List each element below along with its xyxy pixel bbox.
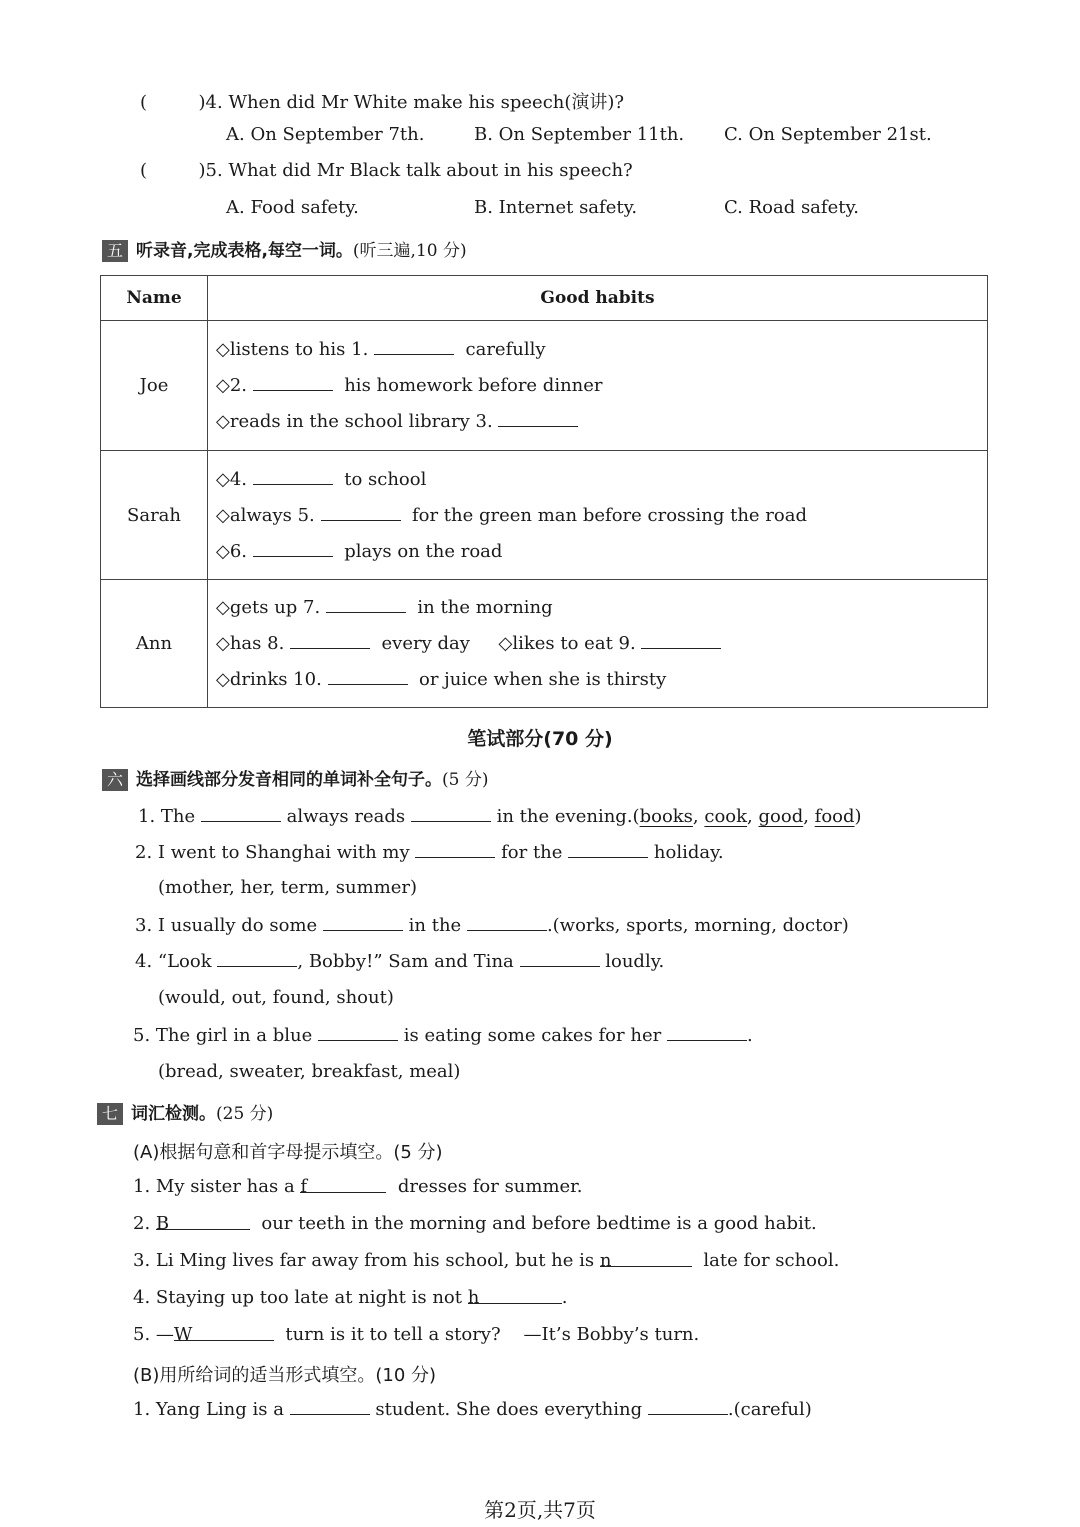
table-row-sarah <box>101 451 988 580</box>
answer-blank[interactable] <box>415 841 495 858</box>
answer-blank-4[interactable] <box>253 468 333 485</box>
s6-q2-words: (mother, her, term, summer) <box>158 877 418 898</box>
vocab-a-item-1: 1. My sister has a f dresses for summer. <box>133 1176 583 1197</box>
page-number-footer: 第2页,共7页 <box>484 1498 596 1522</box>
answer-blank[interactable] <box>323 914 403 931</box>
good-habits-table <box>100 275 988 708</box>
habits-cell <box>208 321 988 451</box>
habit-line: ◇6. plays on the road <box>216 541 503 562</box>
table-row-ann <box>101 580 988 708</box>
header-good-habits: Good habits <box>208 276 988 321</box>
answer-blank[interactable] <box>201 805 281 822</box>
table-row-joe <box>101 321 988 451</box>
q4-option-b: B. On September 11th. <box>474 124 685 145</box>
habit-line: ◇2. his homework before dinner <box>216 375 603 396</box>
table-header-row <box>101 276 988 321</box>
s6-question-1: 1. The always reads in the evening.(books, cook, good, food) <box>138 806 862 827</box>
s6-question-3: 3. I usually do some in the .(works, sports, morning, doctor) <box>135 915 849 936</box>
section-6-badge: 六 <box>102 769 128 791</box>
name-cell: Joe <box>101 321 208 451</box>
q5-option-b: B. Internet safety. <box>474 197 638 218</box>
section-7-badge: 七 <box>97 1103 123 1125</box>
habit-line: ◇listens to his 1. carefully <box>216 339 546 360</box>
header-name: Name <box>101 276 208 321</box>
section-5-header: 五 听录音,完成表格,每空一词。(听三遍,10 分) <box>102 236 467 262</box>
answer-blank[interactable]: h <box>468 1287 562 1304</box>
habit-line: ◇reads in the school library 3. <box>216 404 987 440</box>
question-5-row: ( )5. What did Mr Black talk about in his speech? <box>140 160 633 181</box>
answer-blank[interactable] <box>667 1024 747 1041</box>
s6-question-5: 5. The girl in a blue is eating some cakes for her . <box>133 1025 753 1046</box>
answer-blank[interactable]: B <box>156 1213 250 1230</box>
answer-blank-1[interactable] <box>374 338 454 355</box>
section-5-badge: 五 <box>102 240 128 262</box>
name-cell: Ann <box>101 580 208 708</box>
q5-option-a: A. Food safety. <box>226 197 359 218</box>
part-b-instruction: (B)用所给词的适当形式填空。(10 分) <box>133 1365 437 1386</box>
answer-blank[interactable] <box>648 1398 728 1415</box>
answer-blank[interactable] <box>290 1398 370 1415</box>
part-a-instruction: (A)根据句意和首字母提示填空。(5 分) <box>133 1142 443 1163</box>
answer-blank[interactable] <box>318 1024 398 1041</box>
vocab-a-item-5: 5. —W turn is it to tell a story? —It’s Bobby’s turn. <box>133 1324 700 1345</box>
q4-option-c: C. On September 21st. <box>724 124 932 145</box>
habit-line: ◇4. to school <box>216 469 427 490</box>
q5-option-c: C. Road safety. <box>724 197 859 218</box>
habit-line: ◇has 8. every day ◇likes to eat 9. <box>216 626 987 662</box>
answer-blank[interactable]: f <box>300 1176 386 1193</box>
habits-cell <box>208 451 988 580</box>
s6-q5-words: (bread, sweater, breakfast, meal) <box>158 1061 461 1082</box>
answer-blank[interactable]: W <box>174 1324 274 1341</box>
question-4-row: ( )4. When did Mr White make his speech(演讲)? <box>140 92 625 113</box>
answer-blank-2[interactable] <box>253 374 333 391</box>
s6-q4-words: (would, out, found, shout) <box>158 987 394 1008</box>
s6-question-2: 2. I went to Shanghai with my for the holiday. <box>135 842 724 863</box>
s6-question-4: 4. “Look , Bobby!” Sam and Tina loudly. <box>135 951 665 972</box>
answer-blank[interactable] <box>520 950 600 967</box>
answer-blank-7[interactable] <box>326 596 406 613</box>
vocab-a-item-2: 2. B our teeth in the morning and before bedtime is a good habit. <box>133 1213 817 1234</box>
habits-cell <box>208 580 988 708</box>
answer-blank-9[interactable] <box>641 632 721 649</box>
name-cell: Sarah <box>101 451 208 580</box>
habit-line: ◇drinks 10. or juice when she is thirsty <box>216 669 667 690</box>
vocab-a-item-4: 4. Staying up too late at night is not h . <box>133 1287 568 1308</box>
answer-blank[interactable] <box>568 841 648 858</box>
answer-blank[interactable] <box>217 950 297 967</box>
question-4-text: When did Mr White make his speech(演讲)? <box>228 92 625 113</box>
section-6-header: 六 选择画线部分发音相同的单词补全句子。(5 分) <box>102 765 488 791</box>
answer-blank[interactable] <box>467 914 547 931</box>
answer-blank-8[interactable] <box>290 632 370 649</box>
written-part-title: 笔试部分(70 分) <box>467 728 613 750</box>
question-5-text: What did Mr Black talk about in his speech? <box>228 160 633 181</box>
answer-blank-6[interactable] <box>253 540 333 557</box>
answer-blank-10[interactable] <box>328 668 408 685</box>
vocab-a-item-3: 3. Li Ming lives far away from his school, but he is n late for school. <box>133 1250 840 1271</box>
answer-blank[interactable]: n <box>600 1250 692 1267</box>
vocab-b-item-1: 1. Yang Ling is a student. She does everything .(careful) <box>133 1399 812 1420</box>
habit-line: ◇always 5. for the green man before crossing the road <box>216 505 807 526</box>
answer-blank-5[interactable] <box>321 504 401 521</box>
answer-blank[interactable] <box>411 805 491 822</box>
section-7-header: 七 词汇检测。(25 分) <box>97 1099 273 1125</box>
q4-option-a: A. On September 7th. <box>226 124 425 145</box>
habit-line: ◇gets up 7. in the morning <box>216 597 553 618</box>
answer-blank-3[interactable] <box>498 410 578 427</box>
